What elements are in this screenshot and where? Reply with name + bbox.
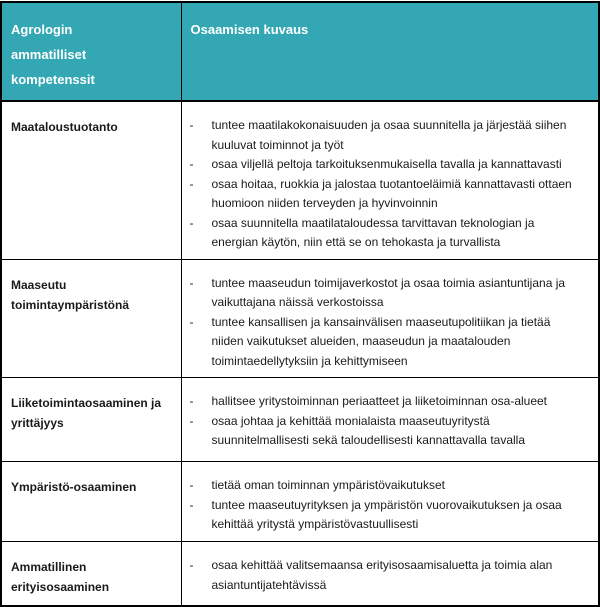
bullet-dash: -: [189, 478, 194, 492]
bullet-text: tuntee maaseutuyrityksen ja ympäristön vuorovaikutuksen ja osaa kehittää yritystä ympäristövastuullisesti: [211, 497, 562, 531]
competence-table: [0, 1, 600, 607]
list-item: [190, 496, 585, 535]
list-item: [190, 175, 585, 214]
table-row: [1, 462, 599, 542]
bullet-text: tuntee kansallisen ja kansainvälisen maaseutupolitiikan ja tietää niiden vaikutukset alueiden, maaseudun ja maatalouden toimintaedellytyksiin ja kehittymiseen: [211, 314, 551, 368]
description-cell: [181, 542, 599, 607]
header-title-right: Osaamisen kuvaus: [190, 22, 309, 37]
table-row: [1, 378, 599, 462]
bullet-dash: -: [189, 118, 194, 132]
description-cell: [181, 259, 599, 378]
bullet-text: osaa hoitaa, ruokkia ja jalostaa tuotantoeläimiä kannattavasti ottaen huomioon niiden terveyden ja hyvinvoinnin: [211, 176, 572, 210]
competence-name: Ympäristö-osaaminen: [11, 480, 137, 494]
header-cell-competences: [1, 2, 181, 101]
competence-table-body: [1, 101, 599, 606]
bullet-list: [190, 116, 585, 253]
bullet-text: osaa suunnitella maatilataloudessa tarvittavan teknologian ja energian käytön, niin että se on tehokasta ja turvallista: [211, 215, 535, 249]
description-cell: [181, 462, 599, 542]
bullet-text: osaa johtaa ja kehittää monialaista maaseutuyritystä suunnitelmallisesti sekä taloudellisesti kannattavalla tavalla: [211, 413, 526, 447]
bullet-text: hallitsee yritystoiminnan periaatteet ja liiketoiminnan osa-alueet: [211, 394, 548, 408]
table-row: [1, 259, 599, 378]
bullet-list: [190, 274, 585, 372]
bullet-dash: -: [189, 176, 194, 191]
bullet-list: [190, 556, 585, 595]
competence-cell: [1, 378, 181, 462]
header-title-left: Agrologin ammatilliset kompetenssit: [11, 22, 95, 87]
bullet-text: osaa viljellä peltoja tarkoituksenmukaisella tavalla ja kannattavasti: [211, 157, 562, 171]
bullet-dash: -: [189, 215, 194, 230]
bullet-dash: -: [189, 413, 194, 428]
competence-name: Maaseutu toimintaympäristönä: [11, 277, 130, 312]
bullet-dash: -: [189, 394, 194, 408]
competence-cell: [1, 259, 181, 378]
bullet-dash: -: [189, 314, 194, 329]
competence-name: Liiketoimintaosaaminen ja yrittäjyys: [11, 396, 162, 430]
list-item: [190, 155, 585, 175]
bullet-text: tuntee maatilakokonaisuuden ja osaa suunnitella ja järjestää siihen kuuluvat toiminnot ja työt: [211, 118, 567, 152]
bullet-dash: -: [189, 497, 194, 512]
list-item: [190, 392, 585, 412]
header-cell-description: [181, 2, 599, 101]
list-item: [190, 313, 585, 372]
competence-name: Ammatillinen erityisosaaminen: [11, 560, 110, 594]
list-item: [190, 556, 585, 595]
bullet-dash: -: [189, 558, 194, 572]
bullet-list: [190, 476, 585, 535]
competence-name: Maataloustuotanto: [11, 120, 118, 134]
bullet-text: tuntee maaseudun toimijaverkostot ja osaa toimia asiantuntijana ja vaikuttajana näissä verkostoissa: [211, 275, 566, 309]
competence-cell: [1, 542, 181, 607]
competence-cell: [1, 462, 181, 542]
list-item: [190, 274, 585, 313]
table-header-row: [1, 2, 599, 101]
list-item: [190, 476, 585, 496]
bullet-dash: -: [189, 157, 194, 171]
description-cell: [181, 101, 599, 259]
bullet-list: [190, 392, 585, 451]
competence-cell: [1, 101, 181, 259]
bullet-text: osaa kehittää valitsemaansa erityisosaamisaluetta ja toimia alan asiantuntijatehtävissä: [211, 558, 553, 592]
bullet-dash: -: [189, 275, 194, 290]
table-row: [1, 542, 599, 607]
bullet-text: tietää oman toiminnan ympäristövaikutukset: [211, 478, 445, 492]
list-item: [190, 412, 585, 451]
list-item: [190, 116, 585, 155]
table-row: [1, 101, 599, 259]
list-item: [190, 214, 585, 253]
description-cell: [181, 378, 599, 462]
